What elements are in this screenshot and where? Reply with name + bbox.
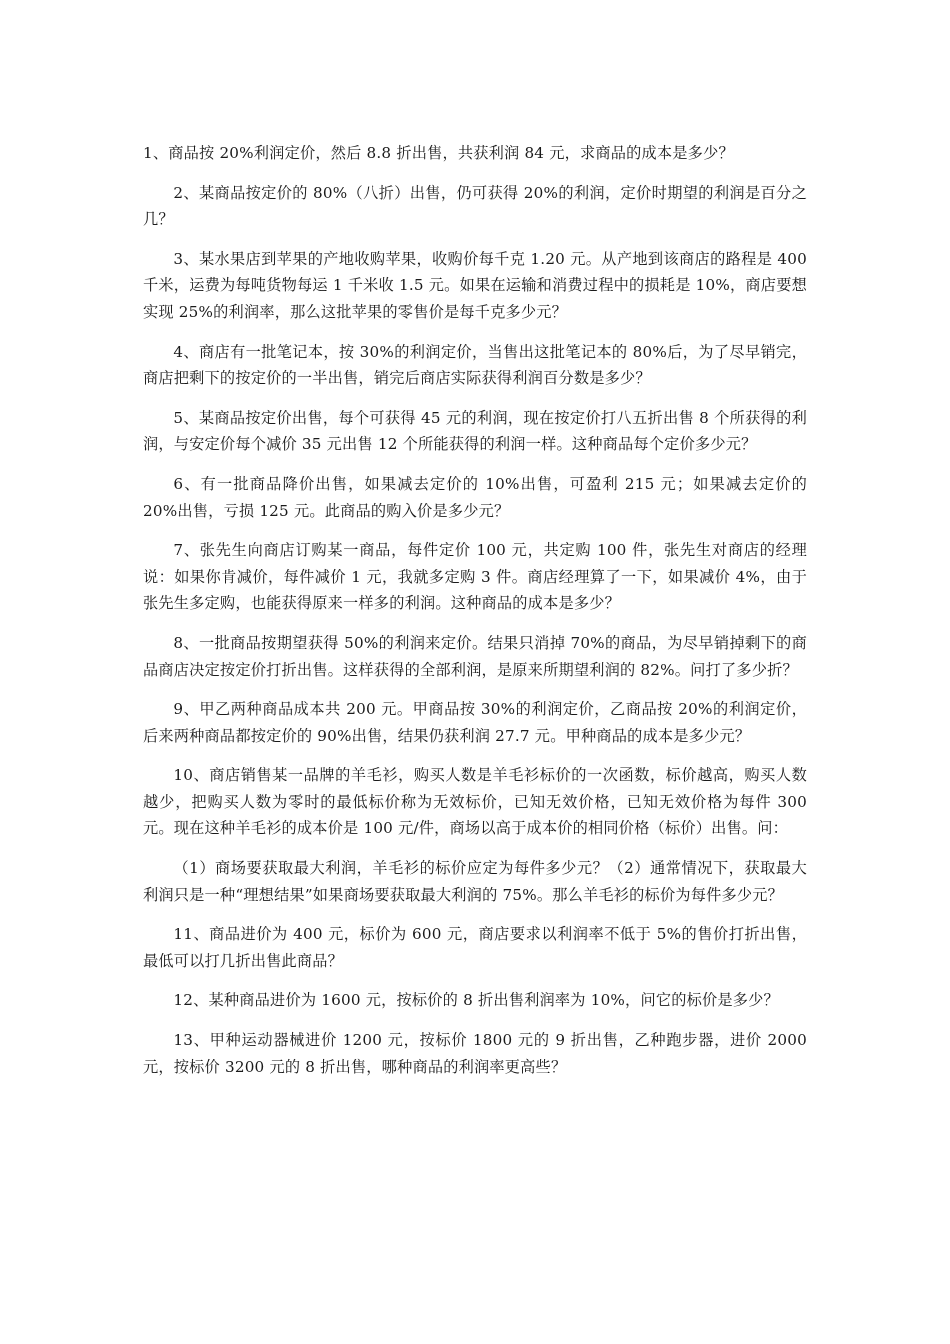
question-9: 9、甲乙两种商品成本共 200 元。甲商品按 30%的利润定价，乙商品按 20%的利润定价，后来两种商品都按定价的 90%出售，结果仍获利润 27.7 元。甲种商品的成本是多少元？ [143,700,807,745]
question-3: 3、某水果店到苹果的产地收购苹果，收购价每千克 1.20 元。从产地到该商店的路程是 400 千米，运费为每吨货物每运 1 千米收 1.5 元。如果在运输和消费过程中的损耗是 10%，商店要想实现 25%的利润率，那么这批苹果的零售价是每千克多少元？ [143,249,807,321]
question-13: 13、甲种运动器械进价 1200 元，按标价 1800 元的 9 折出售，乙种跑步器，进价 2000 元，按标价 3200 元的 8 折出售，哪种商品的利润率更高些？ [143,1031,807,1076]
question-4: 4、商店有一批笔记本，按 30%的利润定价，当售出这批笔记本的 80%后，为了尽早销完，商店把剩下的按定价的一半出售，销完后商店实际获得利润百分数是多少？ [143,342,807,388]
question-10: 10、商店销售某一品牌的羊毛衫，购买人数是羊毛衫标价的一次函数，标价越高，购买人数越少，把购买人数为零时的最低标价称为无效标价，已知无效价格，已知无效价格为每件 300 元。现在这种羊毛衫的成本价是 100 元/件，商场以高于成本价的相同价格（标价）出售。问： [143,766,807,838]
question-2: 2、某商品按定价的 80%（八折）出售，仍可获得 20%的利润，定价时期望的利润是百分之几？ [143,183,807,229]
question-1: 1、商品按 20%利润定价，然后 8.8 折出售，共获利润 84 元，求商品的成本是多少？ [143,144,734,162]
question-6: 6、有一批商品降价出售，如果减去定价的 10%出售，可盈利 215 元；如果减去定价的 20%出售，亏损 125 元。此商品的购入价是多少元？ [143,474,807,520]
question-11: 11、商品进价为 400 元，标价为 600 元，商店要求以利润率不低于 5%的售价打折出售，最低可以打几折出售此商品？ [143,925,807,970]
question-8: 8、一批商品按期望获得 50%的利润来定价。结果只消掉 70%的商品，为尽早销掉剩下的商品商店决定按定价打折出售。这样获得的全部利润，是原来所期望利润的 82%。问打了多少折？ [143,633,807,679]
question-7: 7、张先生向商店订购某一商品，每件定价 100 元，共定购 100 件，张先生对商店的经理说：如果你肯减价，每件减价 1 元，我就多定购 3 件。商店经理算了一下，如果减价 4%，由于张先生多定购，也能获得原来一样多的利润。这种商品的成本是多少？ [143,541,807,613]
question-list [143,140,807,1080]
question-12: 12、某种商品进价为 1600 元，按标价的 8 折出售利润率为 10%，问它的标价是多少？ [173,991,779,1010]
question-5: 5、某商品按定价出售，每个可获得 45 元的利润，现在按定价打八五折出售 8 个所获得的利润，与安定价每个减价 35 元出售 12 个所能获得的利润一样。这种商品每个定价多少元？ [143,408,807,454]
question-10-subparts: （1）商场要获取最大利润，羊毛衫的标价应定为每件多少元？（2）通常情况下，获取最大利润只是一种“理想结果”如果商场要获取最大利润的 75%。那么羊毛衫的标价为每件多少元？ [143,859,807,904]
